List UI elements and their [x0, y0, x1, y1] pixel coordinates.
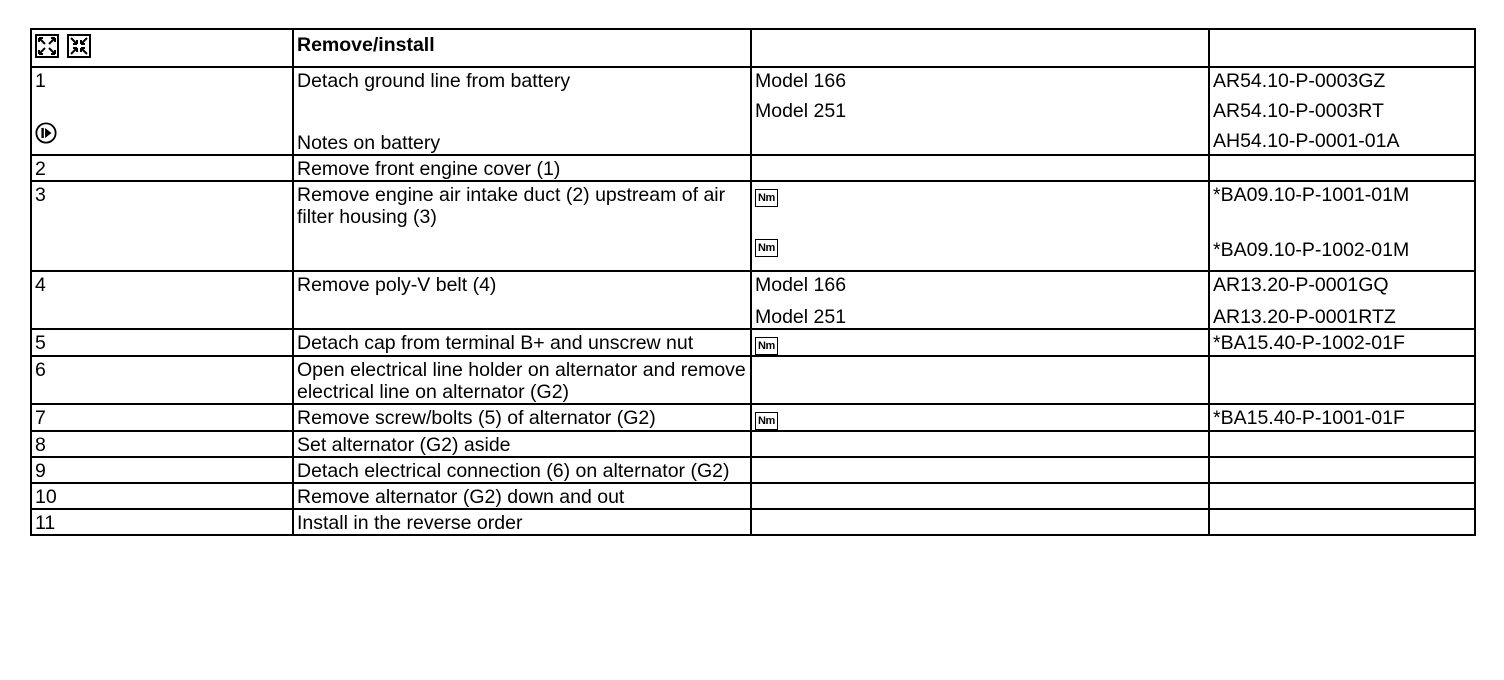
step-action: Remove screw/bolts (5) of alternator (G2) [293, 404, 751, 431]
step-number: 6 [31, 356, 293, 404]
section-title: Remove/install [293, 29, 751, 67]
expand-icon[interactable] [35, 34, 59, 58]
step-number: 7 [31, 404, 293, 431]
step-number: 8 [31, 431, 293, 457]
torque-icon[interactable]: Nm [755, 239, 778, 257]
table-row [31, 155, 1475, 181]
step-number: 9 [31, 457, 293, 483]
step-action: Remove engine air intake duct (2) upstream of air filter housing (3) [293, 181, 751, 271]
step-number: 2 [31, 155, 293, 181]
table-row [31, 356, 1475, 404]
step-number: 1 [35, 70, 46, 92]
notes-icon[interactable] [35, 120, 288, 149]
step-action: Detach electrical connection (6) on alternator (G2) [293, 457, 751, 483]
step-number: 5 [31, 329, 293, 356]
table-row [31, 67, 1475, 155]
doc-reference-link[interactable]: *BA09.10-P-1001-01M [1213, 184, 1410, 206]
step-number: 11 [31, 509, 293, 535]
step-number: 3 [31, 181, 293, 271]
table-row [31, 483, 1475, 509]
procedure-table [30, 28, 1476, 536]
header-icons-cell [31, 29, 293, 67]
table-row [31, 181, 1475, 271]
table-row [31, 457, 1475, 483]
doc-reference-link[interactable]: *BA09.10-P-1002-01M [1213, 239, 1410, 261]
table-row [31, 509, 1475, 535]
step-action: Install in the reverse order [293, 509, 751, 535]
torque-icon[interactable]: Nm [755, 412, 778, 430]
table-row [31, 329, 1475, 356]
doc-reference-link[interactable]: AR13.20-P-0001RTZ [1213, 306, 1396, 328]
table-row [31, 271, 1475, 329]
doc-reference-link[interactable]: *BA15.40-P-1001-01F [1209, 404, 1475, 431]
step-action: Detach ground line from battery [297, 70, 571, 92]
doc-reference-link[interactable]: AH54.10-P-0001-01A [1213, 130, 1400, 152]
note-text[interactable]: Notes on battery [297, 132, 441, 154]
doc-reference-link[interactable]: AR54.10-P-0003RT [1213, 100, 1384, 122]
step-action: Remove front engine cover (1) [293, 155, 751, 181]
table-header-row [31, 29, 1475, 67]
step-action: Remove poly-V belt (4) [293, 271, 751, 329]
torque-icon[interactable]: Nm [755, 337, 778, 355]
model-label: Model 166 [755, 70, 847, 92]
step-number: 10 [31, 483, 293, 509]
model-label: Model 251 [755, 306, 847, 328]
collapse-icon[interactable] [67, 34, 91, 58]
doc-reference-link[interactable]: *BA15.40-P-1002-01F [1209, 329, 1475, 356]
step-action: Remove alternator (G2) down and out [293, 483, 751, 509]
table-row [31, 404, 1475, 431]
doc-reference-link[interactable]: AR54.10-P-0003GZ [1213, 70, 1386, 92]
step-number: 4 [31, 271, 293, 329]
torque-icon[interactable]: Nm [755, 189, 778, 207]
model-label: Model 251 [755, 100, 847, 122]
step-action: Set alternator (G2) aside [293, 431, 751, 457]
model-label: Model 166 [755, 274, 847, 296]
doc-reference-link[interactable]: AR13.20-P-0001GQ [1213, 274, 1389, 296]
step-action: Open electrical line holder on alternator and remove electrical line on alternator (G2) [293, 356, 751, 404]
step-action: Detach cap from terminal B+ and unscrew nut [293, 329, 751, 356]
table-row [31, 431, 1475, 457]
